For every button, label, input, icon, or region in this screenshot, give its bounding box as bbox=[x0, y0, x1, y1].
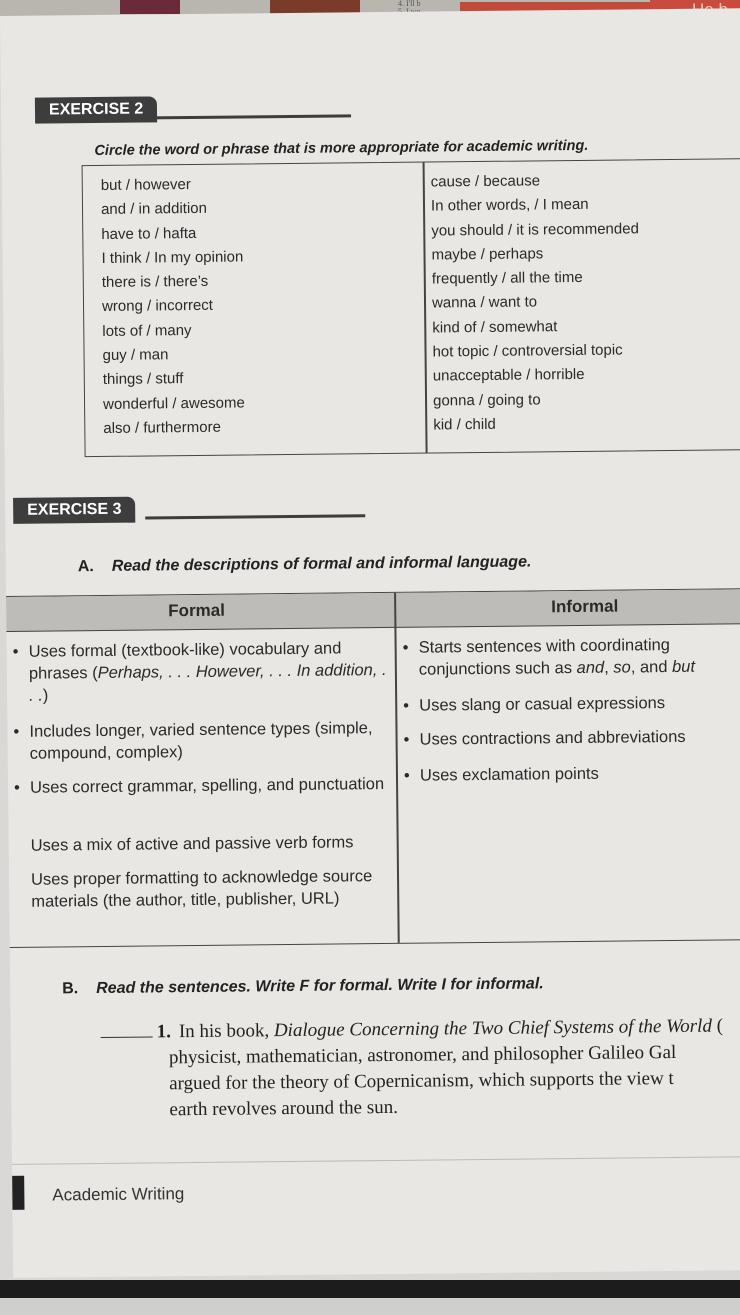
formal-item: • Uses correct grammar, spelling, and punctuation bbox=[13, 775, 385, 797]
formal-item: Uses a mix of active and passive verb forms bbox=[30, 833, 354, 855]
footer-rule bbox=[12, 1156, 740, 1165]
informal-item: • Uses exclamation points bbox=[403, 764, 599, 785]
exercise-2-label: EXERCISE 2 bbox=[35, 96, 158, 123]
exercise-3-label: EXERCISE 3 bbox=[13, 497, 136, 524]
formal-item: • Uses formal (textbook-like) vocabulary and phrases (Perhaps, . . . However, . . . In addition, . . .) bbox=[12, 639, 387, 705]
word-pair[interactable]: kid / child bbox=[433, 415, 496, 434]
top-page-numbers: 4. I'll b bbox=[398, 0, 421, 8]
word-pair[interactable]: wanna / want to bbox=[431, 293, 538, 312]
word-pair[interactable]: wrong / incorrect bbox=[101, 297, 214, 316]
word-pair[interactable]: things / stuff bbox=[102, 370, 184, 389]
textbook-page bbox=[0, 8, 740, 1278]
word-pair[interactable]: also / furthermore bbox=[103, 418, 221, 437]
part-a-letter: A. bbox=[77, 558, 94, 576]
book-cover-fragment bbox=[120, 0, 180, 14]
table-divider bbox=[423, 163, 428, 453]
formal-item: Uses proper formatting to acknowledge source materials (the author, title, publisher, URL) bbox=[30, 867, 373, 911]
word-pair[interactable]: you should / it is recommended bbox=[431, 219, 639, 240]
answer-blank[interactable] bbox=[101, 1036, 153, 1038]
exercise-2-instruction: Circle the word or phrase that is more appropriate for academic writing. bbox=[94, 137, 589, 160]
word-pair[interactable]: guy / man bbox=[102, 346, 169, 365]
word-pair[interactable]: I think / In my opinion bbox=[101, 248, 244, 267]
informal-item: • Uses slang or casual expressions bbox=[403, 694, 666, 715]
word-pair[interactable]: maybe / perhaps bbox=[431, 245, 544, 264]
table-header bbox=[6, 589, 740, 632]
part-a-instruction bbox=[78, 553, 532, 576]
word-pair[interactable]: and / in addition bbox=[100, 200, 208, 219]
informal-header: Informal bbox=[551, 596, 619, 617]
word-pair[interactable]: frequently / all the time bbox=[431, 269, 583, 288]
page-footer: Academic Writing bbox=[52, 1184, 185, 1205]
book-title: Dialogue Concerning the Two Chief Systems of the World bbox=[273, 1015, 713, 1042]
word-choice-table bbox=[82, 158, 740, 457]
word-pair[interactable]: kind of / somewhat bbox=[432, 317, 558, 337]
formal-informal-table bbox=[6, 588, 740, 948]
exercise-3-rule bbox=[145, 514, 365, 519]
word-pair[interactable]: cause / because bbox=[430, 172, 541, 191]
word-pair[interactable]: hot topic / controversial topic bbox=[432, 341, 623, 361]
word-pair[interactable]: lots of / many bbox=[102, 321, 192, 340]
formal-header: Formal bbox=[168, 600, 226, 621]
table-divider bbox=[394, 593, 399, 943]
part-b-letter: B. bbox=[62, 980, 79, 998]
formal-item: • Includes longer, varied sentence types (simple, compound, complex) bbox=[13, 719, 373, 763]
exercise-2-rule bbox=[151, 114, 351, 119]
word-pair[interactable]: wonderful / awesome bbox=[102, 394, 245, 413]
part-a-text: Read the descriptions of formal and informal language. bbox=[111, 553, 532, 575]
part-b-instruction bbox=[62, 975, 544, 998]
sentence-item: 1. In his book, Dialogue Concerning the Two Chief Systems of the World ( physicist, mathematician, astronomer, and philosopher Galileo Gal argued for the theory of Copernicanism, which supports the view t earth revolves around the sun. bbox=[101, 1013, 740, 1124]
word-pair[interactable]: unacceptable / horrible bbox=[432, 366, 585, 385]
left-column bbox=[101, 172, 246, 441]
footer-tab bbox=[12, 1176, 24, 1210]
background-surface bbox=[0, 1298, 740, 1315]
sentence-number: 1. bbox=[156, 1021, 172, 1043]
word-pair[interactable]: but / however bbox=[100, 176, 191, 194]
word-pair[interactable]: In other words, / I mean bbox=[430, 196, 589, 215]
word-pair[interactable]: have to / hafta bbox=[101, 224, 197, 243]
informal-item: • Uses contractions and abbreviations bbox=[403, 727, 686, 749]
informal-item: • Starts sentences with coordinating conjunctions such as and, so, and but bbox=[402, 636, 696, 679]
word-pair[interactable]: there is / there’s bbox=[101, 273, 209, 292]
right-column bbox=[431, 168, 641, 437]
part-b-text: Read the sentences. Write F for formal. Write I for informal. bbox=[96, 975, 544, 998]
word-pair[interactable]: gonna / going to bbox=[432, 391, 541, 410]
